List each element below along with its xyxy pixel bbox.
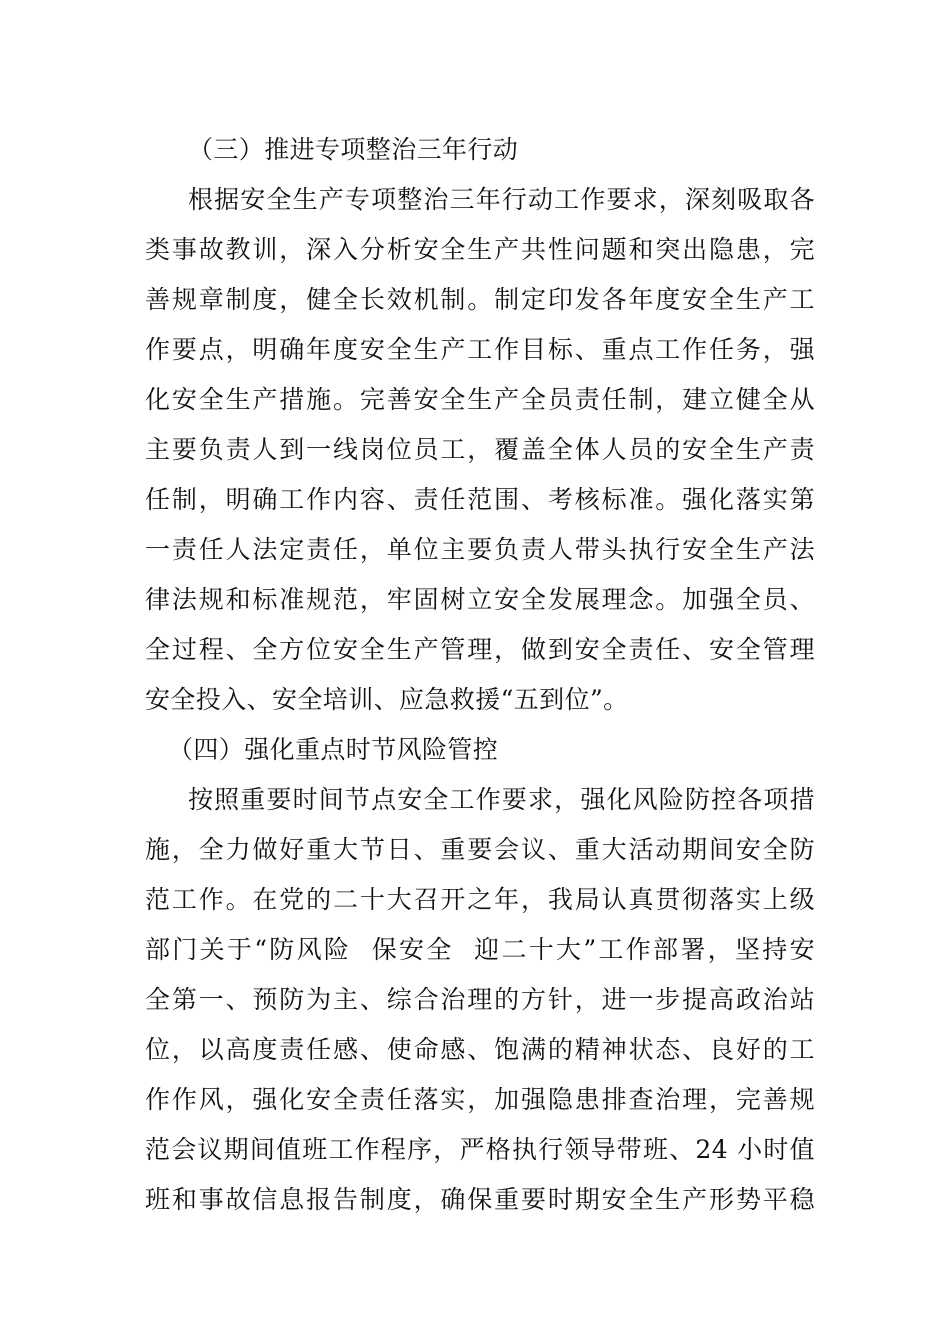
section-heading-4: （四）强化重点时节风险管控 [168, 735, 499, 764]
paragraph-line: 范会议期间值班工作程序，严格执行领导带班、24 小时值 [145, 1135, 815, 1164]
paragraph-line: 部门关于“防风险 保安全 迎二十大”工作部署，坚持安 [145, 935, 815, 964]
paragraph-line: 安全投入、安全培训、应急救援“五到位”。 [145, 685, 629, 714]
paragraph-line: 全过程、全方位安全生产管理，做到安全责任、安全管理 [145, 635, 815, 664]
paragraph-line: 位，以高度责任感、使命感、饱满的精神状态、良好的工 [145, 1035, 815, 1064]
paragraph-line: 任制，明确工作内容、责任范围、考核标准。强化落实第 [145, 485, 815, 514]
paragraph-line: 施，全力做好重大节日、重要会议、重大活动期间安全防 [145, 835, 815, 864]
paragraph-line: 班和事故信息报告制度，确保重要时期安全生产形势平稳 [145, 1185, 815, 1214]
paragraph-line: 作作风，强化安全责任落实，加强隐患排查治理，完善规 [145, 1085, 815, 1114]
section-heading-3: （三）推进专项整治三年行动 [188, 135, 519, 164]
paragraph-line: 一责任人法定责任，单位主要负责人带头执行安全生产法 [145, 535, 815, 564]
paragraph-line: 作要点，明确年度安全生产工作目标、重点工作任务，强 [145, 335, 815, 364]
paragraph-line: 律法规和标准规范，牢固树立安全发展理念。加强全员、 [145, 585, 815, 614]
paragraph-line: 根据安全生产专项整治三年行动工作要求，深刻吸取各 [188, 185, 815, 214]
paragraph-line: 按照重要时间节点安全工作要求，强化风险防控各项措 [188, 785, 815, 814]
paragraph-line: 类事故教训，深入分析安全生产共性问题和突出隐患，完 [145, 235, 815, 264]
paragraph-line: 化安全生产措施。完善安全生产全员责任制，建立健全从 [145, 385, 815, 414]
paragraph-line: 善规章制度，健全长效机制。制定印发各年度安全生产工 [145, 285, 815, 314]
paragraph-line: 全第一、预防为主、综合治理的方针，进一步提高政治站 [145, 985, 815, 1014]
paragraph-line: 主要负责人到一线岗位员工，覆盖全体人员的安全生产责 [145, 435, 815, 464]
paragraph-line: 范工作。在党的二十大召开之年，我局认真贯彻落实上级 [145, 885, 815, 914]
